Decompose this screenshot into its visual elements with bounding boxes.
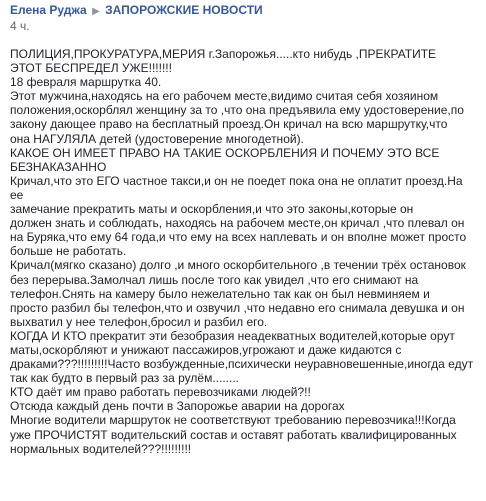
post-timestamp[interactable]: 4 ч.: [10, 19, 30, 33]
post-line: драками???!!!!!!!!!Часто возбужденные,психически неуравновешенные,иногда едут: [10, 357, 474, 372]
post-line: ЭТОТ БЕСПРЕДЕЛ УЖЕ!!!!!!!: [10, 61, 172, 76]
group-link[interactable]: ЗАПОРОЖСКИЕ НОВОСТИ: [105, 3, 263, 17]
post-line: нормальных водителей???!!!!!!!!!: [10, 441, 192, 456]
post-line: БЕЗНАКАЗАННО: [10, 159, 107, 174]
author-link[interactable]: Елена Руджа: [10, 3, 87, 17]
post-line: без перерыва.Замолчал лишь после того как увидел ,что его снимают на: [10, 272, 419, 287]
post-line: телефон.Снять на камеру было нежелательно так как он был невминяем и: [10, 286, 430, 301]
post-line: Кричал,что это ЕГО частное такси,и он не поедет пока она не оплатит проезд.На ее: [10, 173, 463, 202]
post-line: закону дающее право на бесплатный проезд.Он кричал на всю маршрутку,что: [10, 117, 448, 132]
post-line: Этот мужчина,находясь на его рабочем месте,видимо считая себя хозяином: [10, 89, 439, 104]
post-line: КОГДА И КТО прекратит эти безобразия неадекватных водителей,которые орут: [10, 328, 455, 343]
post-header: [10, 3, 476, 19]
post-line: должен знать и соблюдать, находясь на рабочем месте,он кричал ,что плевал он: [10, 216, 465, 231]
post-line: на Буряка,что ему 64 года,и что ему на всех наплевать и он вполне может просто: [10, 230, 467, 245]
post-line: уже ПРОЧИСТЯТ водительский состав и оставят работать квалифицированных: [10, 427, 457, 442]
post-line: так как будто в первый раз за рулём........: [10, 371, 239, 386]
post-line: положения,оскорблял женщину за то ,что она предъявила ему удостоверение,по: [10, 103, 464, 118]
post-line: замечание прекратить маты и оскорбления,и что это законы,которые он: [10, 202, 414, 217]
post-body: [10, 47, 476, 456]
post-line: КАКОЕ ОН ИМЕЕТ ПРАВО НА ТАКИЕ ОСКОРБЛЕНИЯ И ПОЧЕМУ ЭТО ВСЕ: [10, 145, 440, 160]
post-line: КТО даёт им право работать перевозчиками людей?!!: [10, 385, 311, 400]
post-line: Кричал(мягко сказано) долго ,и много оскорбительного ,в течении трёх остановок: [10, 258, 466, 273]
arrow-right-icon: ▶: [92, 6, 100, 17]
post-line: Отсюда каждый день почти в Запорожье аварии на дорогах: [10, 399, 345, 414]
post-line: маты,оскорбляют и унижают пассажиров,угрожают и даже кидаются с: [10, 342, 402, 357]
post-line: больше не работать.: [10, 244, 127, 259]
post-line: ПОЛИЦИЯ,ПРОКУРАТУРА,МЕРИЯ г.Запорожья.....кто нибудь ,ПРЕКРАТИТЕ: [10, 47, 437, 61]
post-line: выхватил у нее телефон,бросил и разбил его.: [10, 314, 268, 329]
post-line: Многие водители маршруток не соответствуют требованию перевозчика!!!Когда: [10, 413, 456, 428]
post-line: просто разбил бы телефон,что и озвучил ,что недавно его снимала девушка и он: [10, 300, 465, 315]
post-line: 18 февраля маршрутка 40.: [10, 75, 162, 90]
post-line: она НАГУЛЯЛА детей (удостоверение многодетной).: [10, 131, 304, 146]
